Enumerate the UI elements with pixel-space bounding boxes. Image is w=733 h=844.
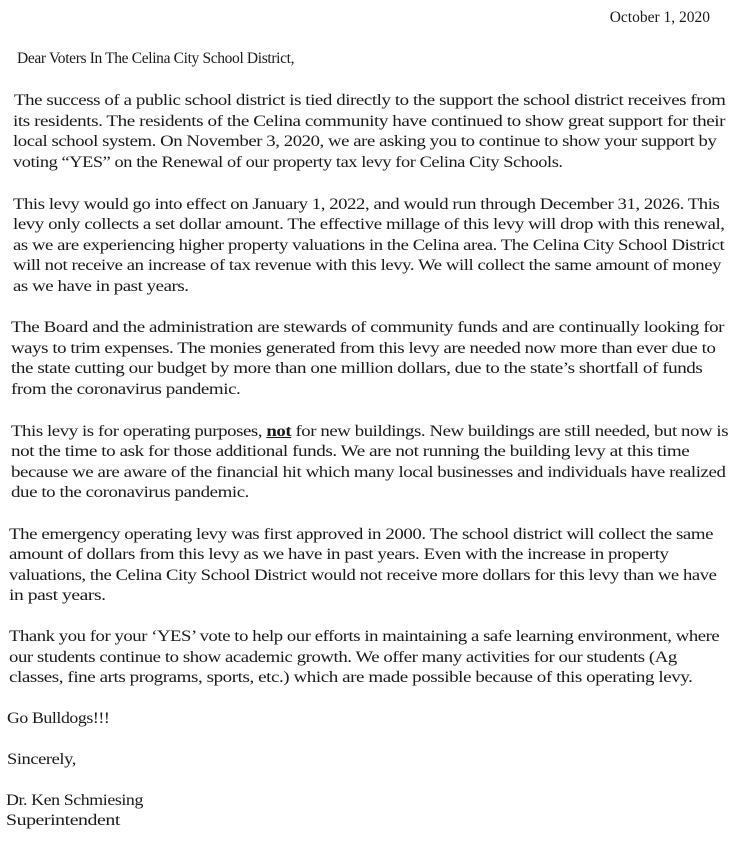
paragraph-line: amount of dollars from this levy as we have in past years. Even with the increase in property <box>9 546 669 563</box>
paragraph-line: because we are aware of the financial hit which many local businesses and individuals have realized <box>11 464 726 481</box>
paragraph-line: its residents. The residents of the Celina community have continued to show great support for their <box>13 113 726 130</box>
paragraph-line: local school system. On November 3, 2020, we are asking you to continue to show your support by <box>13 133 717 150</box>
paragraph-line: classes, fine arts programs, sports, etc.) which are made possible because of this operating levy. <box>9 669 693 686</box>
letter-date: October 1, 2020 <box>609 9 710 26</box>
text-run: for new buildings. New buildings are still needed, but now is <box>291 423 729 440</box>
paragraph-line: as we are experiencing higher property valuations in the Celina area. The Celina City School District <box>13 237 725 254</box>
salutation: Dear Voters In The Celina City School District, <box>17 50 295 67</box>
signer-title: Superintendent <box>6 812 120 829</box>
paragraph-line: levy only collects a set dollar amount. The effective millage of this levy will drop with this renewal, <box>13 216 725 233</box>
paragraph-line: The success of a public school district is tied directly to the support the school district receives from <box>14 92 726 109</box>
paragraph-line: our students continue to show academic growth. We offer many activities for our students (Ag <box>9 649 677 666</box>
paragraph-line: will not receive an increase of tax revenue with this levy. We will collect the same amount of money <box>13 257 721 274</box>
closing: Sincerely, <box>7 751 76 768</box>
paragraph-line: due to the coronavirus pandemic. <box>11 484 249 501</box>
paragraph-line: in past years. <box>9 587 106 604</box>
paragraph-line: The emergency operating levy was first approved in 2000. The school district will collect the same <box>9 526 714 543</box>
paragraph-line: from the coronavirus pandemic. <box>11 381 241 398</box>
signer-name: Dr. Ken Schmiesing <box>6 792 143 809</box>
emphasized-not: not <box>266 423 292 440</box>
paragraph-line <box>11 422 728 443</box>
text-run: This levy is for operating purposes, <box>11 423 267 440</box>
paragraph-line: The Board and the administration are stewards of community funds and are continually looking for <box>11 319 725 336</box>
paragraph-line: not the time to ask for those additional funds. We are not running the building levy at this time <box>11 443 690 460</box>
paragraph-line: ways to trim expenses. The monies generated from this levy are needed now more than ever due to <box>11 340 716 357</box>
closing-cheer: Go Bulldogs!!! <box>7 710 110 727</box>
paragraph-line: voting “YES” on the Renewal of our property tax levy for Celina City Schools. <box>13 154 563 171</box>
paragraph-line: as we have in past years. <box>13 278 189 295</box>
paragraph-line: the state cutting our budget by more than one million dollars, due to the state’s shortfall of funds <box>11 360 703 377</box>
paragraph-line: This levy would go into effect on January 1, 2022, and would run through December 31, 2026. This <box>13 196 720 213</box>
paragraph-line: Thank you for your ‘YES’ vote to help our efforts in maintaining a safe learning environment, where <box>9 628 720 645</box>
paragraph-line: valuations, the Celina City School District would not receive more dollars for this levy than we have <box>9 567 717 584</box>
